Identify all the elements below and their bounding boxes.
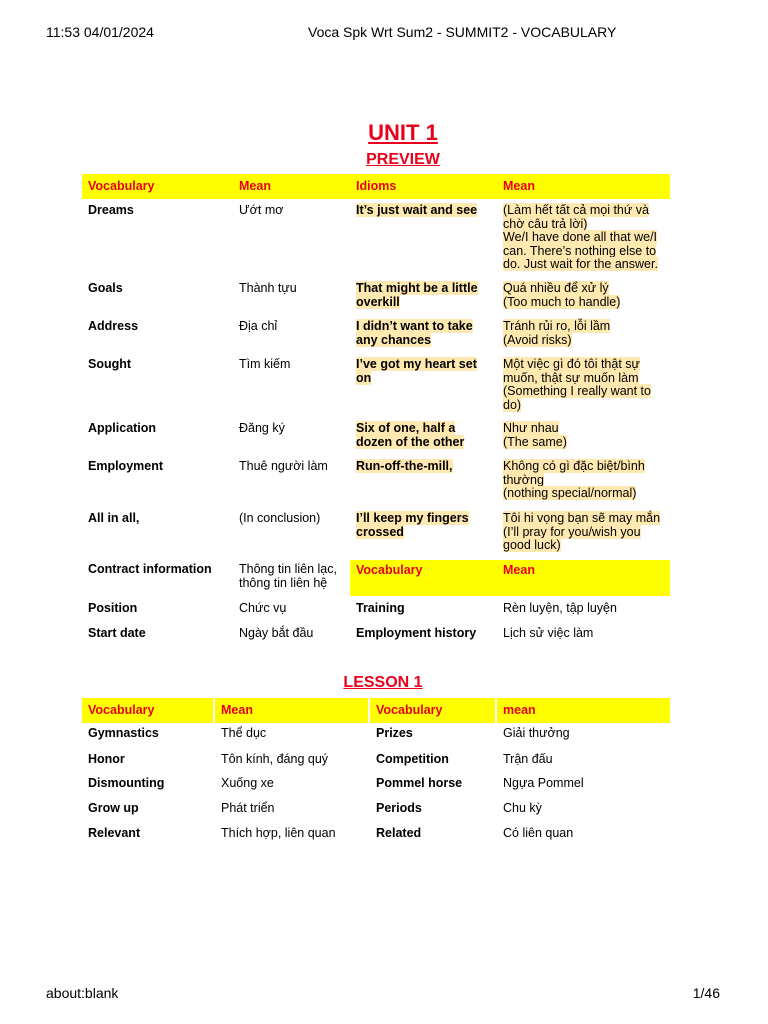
preview-row-4-col-1: Đăng ký (239, 421, 285, 435)
preview-row-2-col-0: Address (88, 319, 139, 333)
preview-extra-row-1-col-2: Employment history (356, 626, 477, 640)
preview-row-1-col-2: That might be a little overkill (356, 281, 478, 309)
preview-row-5-col-0: Employment (88, 459, 164, 473)
preview-row-6-col-0: All in all, (88, 511, 140, 525)
preview-extra-row-0-col-1: Chức vụ (239, 601, 287, 615)
print-title: Voca Spk Wrt Sum2 - SUMMIT2 - VOCABULARY (308, 24, 617, 40)
preview-row-5-col-1: Thuê người làm (239, 459, 328, 473)
preview-extra-row-0-col-0: Position (88, 601, 138, 615)
preview-row-2-col-2: I didn’t want to take any chances (356, 319, 473, 347)
lesson-header-cell: Mean (215, 698, 368, 723)
preview-row-0-col-3: (Làm hết tất cả mọi thứ và chờ câu trả lời) We/I have done all that we/I can. There’s nothing else to do. Just wait for the answer. (503, 203, 658, 271)
preview-title: PREVIEW (366, 151, 440, 168)
preview-row-3-col-1: Tìm kiếm (239, 357, 291, 371)
preview-row-3-col-3: Một việc gì đó tôi thật sự muốn, thật sự muốn làm (Something I really want to do) (503, 357, 651, 412)
preview-row-1-col-3: Quá nhiều để xử lý (Too much to handle) (503, 281, 621, 309)
lesson-row-3-col-0: Grow up (88, 801, 139, 815)
preview-row-3-col-2: I’ve got my heart set on (356, 357, 477, 385)
preview-row-3-col-0: Sought (88, 357, 132, 371)
preview-extra-row-1-col-1: Ngày bắt đầu (239, 626, 314, 640)
preview-row-4-col-3: Như nhau (The same) (503, 421, 567, 449)
preview-extra-row-1-col-3: Lịch sử việc làm (503, 626, 594, 640)
print-datetime: 11:53 04/01/2024 (46, 24, 154, 40)
lesson-row-3-col-3: Chu kỳ (503, 801, 542, 815)
preview-row-1-col-1: Thành tựu (239, 281, 297, 295)
lesson-row-2-col-1: Xuống xe (221, 776, 274, 790)
preview-row-6-col-2: I’ll keep my fingers crossed (356, 511, 469, 539)
lesson-row-4-col-3: Có liên quan (503, 826, 574, 840)
preview-row-4-col-0: Application (88, 421, 157, 435)
unit-title: UNIT 1 (368, 120, 438, 145)
lesson-header-cell: Vocabulary (370, 698, 495, 723)
preview-header-cell: Mean (497, 174, 670, 199)
preview-extra-row-0-col-2: Training (356, 601, 405, 615)
lesson-row-1-col-0: Honor (88, 752, 125, 766)
lesson-row-1-col-3: Trận đấu (503, 752, 553, 766)
lesson-title: LESSON 1 (343, 674, 423, 691)
lesson-row-4-col-1: Thích hợp, liên quan (221, 826, 336, 840)
preview-row-1-col-0: Goals (88, 281, 123, 295)
lesson-header-cell: mean (497, 698, 670, 723)
preview-subheader-cell: Vocabulary (350, 560, 497, 596)
lesson-row-4-col-2: Related (376, 826, 422, 840)
lesson-row-2-col-0: Dismounting (88, 776, 165, 790)
preview-row-5-col-3: Không có gì đặc biệt/bình thường (nothing special/normal) (503, 459, 645, 500)
preview-row-2-col-1: Địa chỉ (239, 319, 278, 333)
contract-row-col-0: Contract information (88, 562, 212, 576)
contract-row-col-1: Thông tin liên lạc, thông tin liên hệ (239, 562, 337, 590)
preview-row-2-col-3: Tránh rủi ro, lỗi lầm (Avoid risks) (503, 319, 611, 347)
lesson-row-2-col-2: Pommel horse (376, 776, 463, 790)
preview-header-cell: Idioms (350, 174, 497, 199)
lesson-row-3-col-1: Phát triển (221, 801, 275, 815)
lesson-header-cell: Vocabulary (82, 698, 213, 723)
preview-extra-row-0-col-3: Rèn luyện, tập luyện (503, 601, 617, 615)
footer-url: about:blank (46, 985, 119, 1001)
lesson-row-0-col-0: Gymnastics (88, 726, 159, 740)
preview-row-6-col-3: Tôi hi vọng bạn sẽ may mắn (I’ll pray for you/wish you good luck) (503, 511, 661, 552)
preview-header-cell: Vocabulary (82, 174, 233, 199)
lesson-row-2-col-3: Ngựa Pommel (503, 776, 584, 790)
preview-row-6-col-1: (In conclusion) (239, 511, 321, 525)
preview-header-cell: Mean (233, 174, 350, 199)
lesson-row-1-col-1: Tôn kính, đáng quý (221, 752, 329, 766)
lesson-row-0-col-1: Thể dục (221, 726, 267, 740)
lesson-row-4-col-0: Relevant (88, 826, 141, 840)
page-number: 1/46 (692, 985, 720, 1001)
preview-row-0-col-2: It’s just wait and see (356, 203, 478, 217)
lesson-row-1-col-2: Competition (376, 752, 449, 766)
lesson-row-0-col-2: Prizes (376, 726, 413, 740)
preview-extra-row-1-col-0: Start date (88, 626, 146, 640)
preview-row-0-col-0: Dreams (88, 203, 134, 217)
preview-row-4-col-2: Six of one, half a dozen of the other (356, 421, 465, 449)
preview-row-5-col-2: Run-off-the-mill, (356, 459, 453, 473)
lesson-row-0-col-3: Giải thưởng (503, 726, 570, 740)
lesson-row-3-col-2: Periods (376, 801, 422, 815)
preview-row-0-col-1: Ướt mơ (239, 203, 284, 217)
preview-subheader-cell: Mean (497, 560, 670, 596)
